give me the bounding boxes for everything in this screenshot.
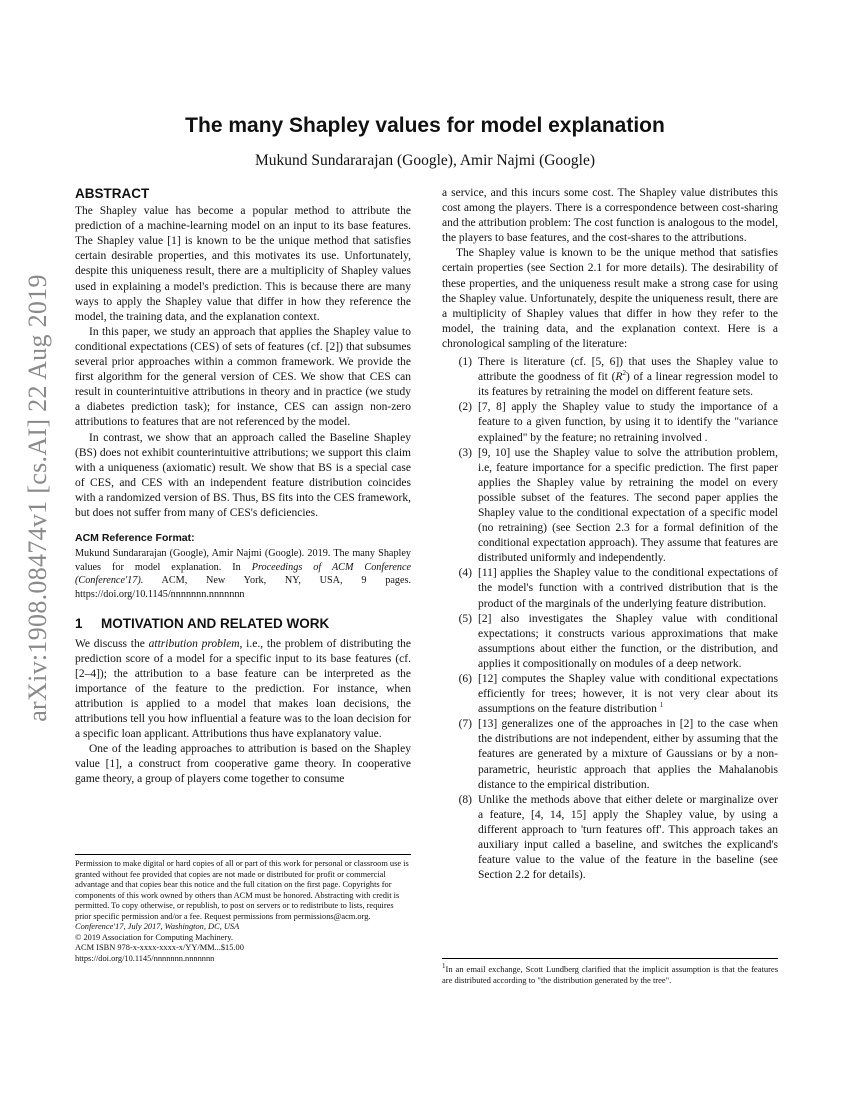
- permission-block: [75, 854, 411, 964]
- paper-title: The many Shapley values for model explanation: [185, 114, 665, 137]
- permission-text: Permission to make digital or hard copies of all or part of this work for personal or classroom use is granted without fee provided that copies are not made or distributed for profit or commercial advantage and that copies bear this notice and the full citation on the first page. Copyrights for components of this work owned by others than ACM must be honored. Abstracting with credit is permitted. To copy otherwise, or republish, to post on servers or to redistribute to lists, requires prior specific permission and/or a fee. Request permissions from permissions@acm.org.: [75, 859, 409, 921]
- body-paragraph: We discuss the attribution problem, i.e., the problem of distributing the prediction score of a model for a specific input to its base features (cf. [2–4]); the attribution to a base feature can be interpreted as the importance of the feature to the prediction. For instance, when attribution is applied to a model that makes loan decisions, the attributions tell you how influential a feature was to the loan decision for a specific loan applicant. Attributions thus have explanatory value.: [75, 637, 412, 741]
- isbn-line: ACM ISBN 978-x-xxxx-xxxx-x/YY/MM...$15.00: [75, 943, 244, 952]
- paper-authors: Mukund Sundararajan (Google), Amir Najmi (Google): [254, 152, 596, 169]
- emphasis-attribution-problem: attribution problem: [148, 637, 240, 650]
- body-paragraph: One of the leading approaches to attribution is based on the Shapley value [1], a construct from cooperative game theory. In cooperative game theory, a group of players come together to consume: [75, 743, 411, 786]
- footnote-text: In an email exchange, Scott Lundberg clarified that the implicit assumption is that the features are distributed according to "the distribution generated by the tree".: [442, 964, 778, 985]
- footnote-number: 1: [442, 962, 446, 971]
- list-item: (3) [9, 10] use the Shapley value to solve the attribution problem, i.e, feature importance for a specific prediction. The first paper applies the Shapley value by retraining the model on every possible subset of the features. The second paper applies the Shapley value to the conditional expectation of a specific model (no retraining) (see Section 2.3 for a formal definition of the conditional expectation approach). They assume that features are distributed uniformly and independently.: [458, 446, 778, 565]
- copyright-line: © 2019 Association for Computing Machinery.: [75, 932, 233, 942]
- acm-reference-format: [75, 531, 411, 601]
- acm-reference-heading: ACM Reference Format:: [75, 532, 195, 545]
- footnote-marker: 1: [659, 701, 664, 710]
- section-heading: [75, 616, 411, 631]
- list-item: (8) Unlike the methods above that either delete or marginalize over a feature, [4, 14, 15] apply the Shapley value, by using a different approach to 'turn features off'. This approach takes an auxiliary input called a baseline, and switches the explicand's feature value to the value of the feature in the baseline (see Section 2.2 for details).: [458, 793, 778, 882]
- arxiv-stamp: [8, 274, 68, 722]
- body-paragraph: a service, and this incurs some cost. The Shapley value distributes this cost among the players. There is a correspondence between cost-sharing and the attribution problem: The cost function is analogous to the model, the players to base features, and the cost-shares to the attributions.: [442, 187, 778, 245]
- abstract-paragraph: The Shapley value has become a popular method to attribute the prediction of a machine-learning model on an input to its base features. The Shapley value [1] is known to be the unique method that satisfies certain desirable properties, and this motivates its use. Unfortunately, despite this uniqueness result, there are a multiplicity of Shapley values used in explaining a model's prediction. This is because there are many ways to apply the Shapley value that differ in how they reference the model, the training data, and the explanation context.: [75, 205, 411, 323]
- footnote: [442, 958, 778, 986]
- body-paragraph: The Shapley value is known to be the unique method that satisfies certain properties (see Section 2.1 for more details). The desirability of these properties, and the uniqueness result make a strong case for using the Shapley value. Unfortunately, despite the uniqueness result, there are a multiplicity of Shapley values that differ in how they refer to the model, the training data, and the explanation context. Here is a chronological sampling of the literature:: [442, 247, 778, 350]
- right-column: [442, 186, 778, 883]
- acm-reference-venue: Proceedings of ACM Conference (Conference'17).: [75, 561, 411, 587]
- list-item: (2) [7, 8] apply the Shapley value to study the importance of a feature to a given function, by using it to identify the "variance explained" by the feature; no retraining involved .: [458, 401, 778, 444]
- list-item: (7) [13] generalizes one of the approaches in [2] to the case when the distributions are not independent, either by assuming that the features are generated by a mixture of Gaussians or by a non-parametric, heuristic approach that applies the Mahalanobis distance to the empirical distribution.: [458, 718, 778, 791]
- section-title: MOTIVATION AND RELATED WORK: [101, 615, 330, 631]
- arxiv-stamp-text: arXiv:1908.08474v1 [cs.AI] 22 Aug 2019: [23, 274, 53, 722]
- conference-info: Conference'17, July 2017, Washington, DC, USA: [75, 922, 240, 931]
- list-item: (5) [2] also investigates the Shapley value with conditional expectations; it constructs various approximations that make assumptions about either the function, or the distribution, and applies it compositionally on modules of a deep network.: [458, 612, 778, 670]
- section-number: 1: [75, 615, 83, 631]
- literature-list: [442, 355, 778, 883]
- abstract-paragraph: In this paper, we study an approach that applies the Shapley value to conditional expectations (CES) of sets of features (cf. [2]) that subsumes several prior approaches within a common framework. We provide the first algorithm for the general version of CES. We show that CES can result in counterintuitive attributions in theory and in practice (we study a diabetes prediction task); for instance, CES can assign non-zero attributions to features that are not referenced by the model.: [75, 325, 411, 429]
- list-item: (4) [11] applies the Shapley value to the conditional expectations of the model's function with a contrived distribution that is the product of the marginals of the underlying feature distribution.: [458, 567, 778, 610]
- left-column: [75, 186, 411, 788]
- abstract-heading: ABSTRACT: [75, 186, 150, 201]
- list-item: (6) [12] computes the Shapley value with conditional expectations efficiently for trees; however, it is not very clear about its assumptions on the feature distribution $^1$: [458, 673, 778, 716]
- doi-line: https://doi.org/10.1145/nnnnnnn.nnnnnnn: [75, 953, 215, 963]
- list-item: (1) There is literature (cf. [5, 6]) that uses the Shapley value to attribute the goodness of fit $(R^2)$ of a linear regression model to its features by retraining the model on different feature sets.: [458, 356, 778, 399]
- acm-reference-text: Mukund Sundararajan (Google), Amir Najmi (Google). 2019. The many Shapley values for model explanation. In Proceedings of ACM Conference (Conference'17). ACM, New York, NY, USA, 9 pages. https://doi.org/10.1145/nnnnnnn.nnnnnnn: [75, 548, 411, 600]
- abstract-paragraph: In contrast, we show that an approach called the Baseline Shapley (BS) does not exhibit counterintuitive attributions; we support this claim with a uniqueness (axiomatic) result. We show that BS is a special case of CES, and CES with an independent feature distribution coincides with a randomized version of BS. Thus, BS fits into the CES framework, but does not suffer from many of CES's deficiencies.: [75, 431, 411, 519]
